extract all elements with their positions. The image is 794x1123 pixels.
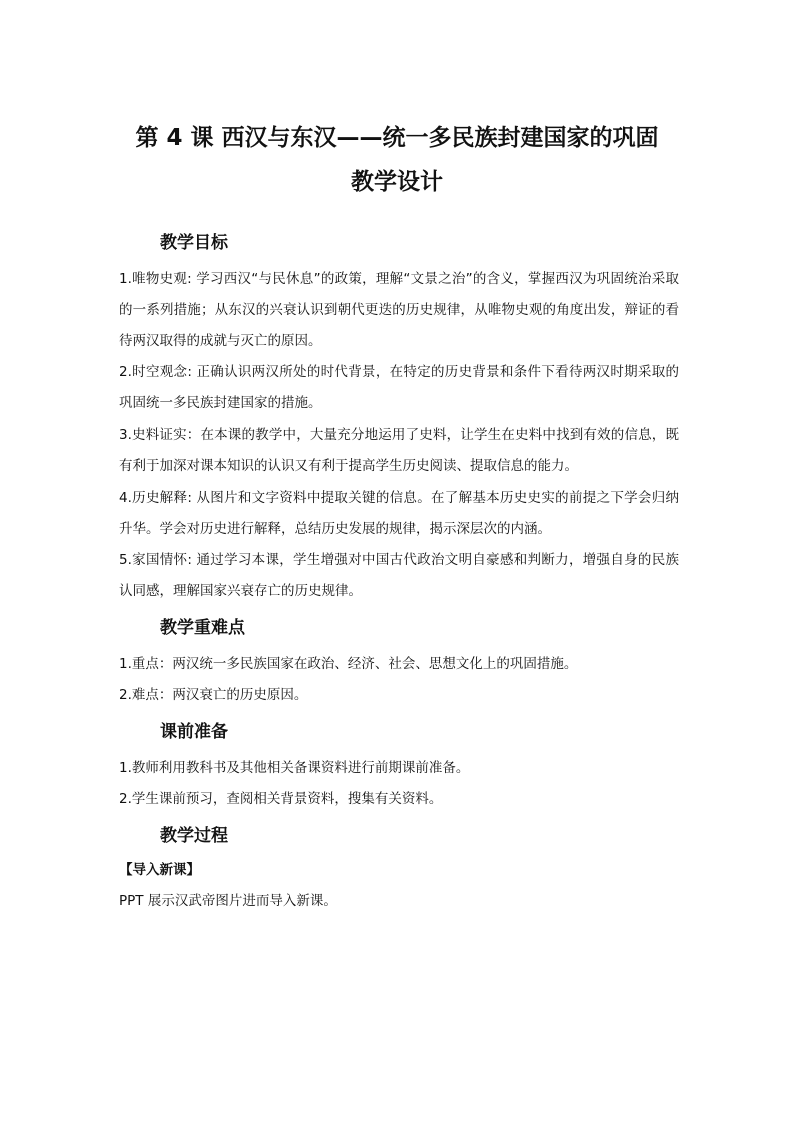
preparation-item: 1.教师利用教科书及其他相关备课资料进行前期课前准备。 xyxy=(119,760,470,776)
objective-item: 5.家国情怀: 通过学习本课，学生增强对中国古代政治文明自豪感和判断力，增强自身的民族认同感，理解国家兴衰存亡的历史规律。 xyxy=(119,552,679,599)
key-point-item: 2.难点：两汉衰亡的历史原因。 xyxy=(119,687,308,703)
objective-item: 4.历史解释: 从图片和文字资料中提取关键的信息。在了解基本历史史实的前提之下学会归纳升华。学会对历史进行解释，总结历史发展的规律，揭示深层次的内涵。 xyxy=(119,490,679,537)
section-heading-objectives: 教学目标 xyxy=(160,233,228,253)
objective-item: 2.时空观念: 正确认识两汉所处的时代背景，在特定的历史背景和条件下看待两汉时期采取的巩固统一多民族封建国家的措施。 xyxy=(119,364,679,411)
objective-item: 1.唯物史观: 学习西汉“与民休息”的政策，理解“文景之治”的含义，掌握西汉为巩固统治采取的一系列措施；从东汉的兴衰认识到朝代更迭的历史规律，从唯物史观的角度出发，辩证的看待两汉取得的成就与灭亡的原因。 xyxy=(119,271,679,349)
process-text: PPT 展示汉武帝图片进而导入新课。 xyxy=(119,893,337,909)
process-subheading: 【导入新课】 xyxy=(119,862,200,878)
key-point-item: 1.重点：两汉统一多民族国家在政治、经济、社会、思想文化上的巩固措施。 xyxy=(119,656,578,672)
section-heading-preparation: 课前准备 xyxy=(160,722,228,742)
document-title: 第 4 课 西汉与东汉——统一多民族封建国家的巩固 xyxy=(135,125,659,151)
preparation-item: 2.学生课前预习，查阅相关背景资料，搜集有关资料。 xyxy=(119,791,443,807)
section-heading-key-points: 教学重难点 xyxy=(160,618,245,638)
section-heading-process: 教学过程 xyxy=(160,826,228,846)
document-subtitle: 教学设计 xyxy=(351,169,443,195)
objective-item: 3.史料证实：在本课的教学中，大量充分地运用了史料，让学生在史料中找到有效的信息，既有利于加深对课本知识的认识又有利于提高学生历史阅读、提取信息的能力。 xyxy=(119,427,679,474)
